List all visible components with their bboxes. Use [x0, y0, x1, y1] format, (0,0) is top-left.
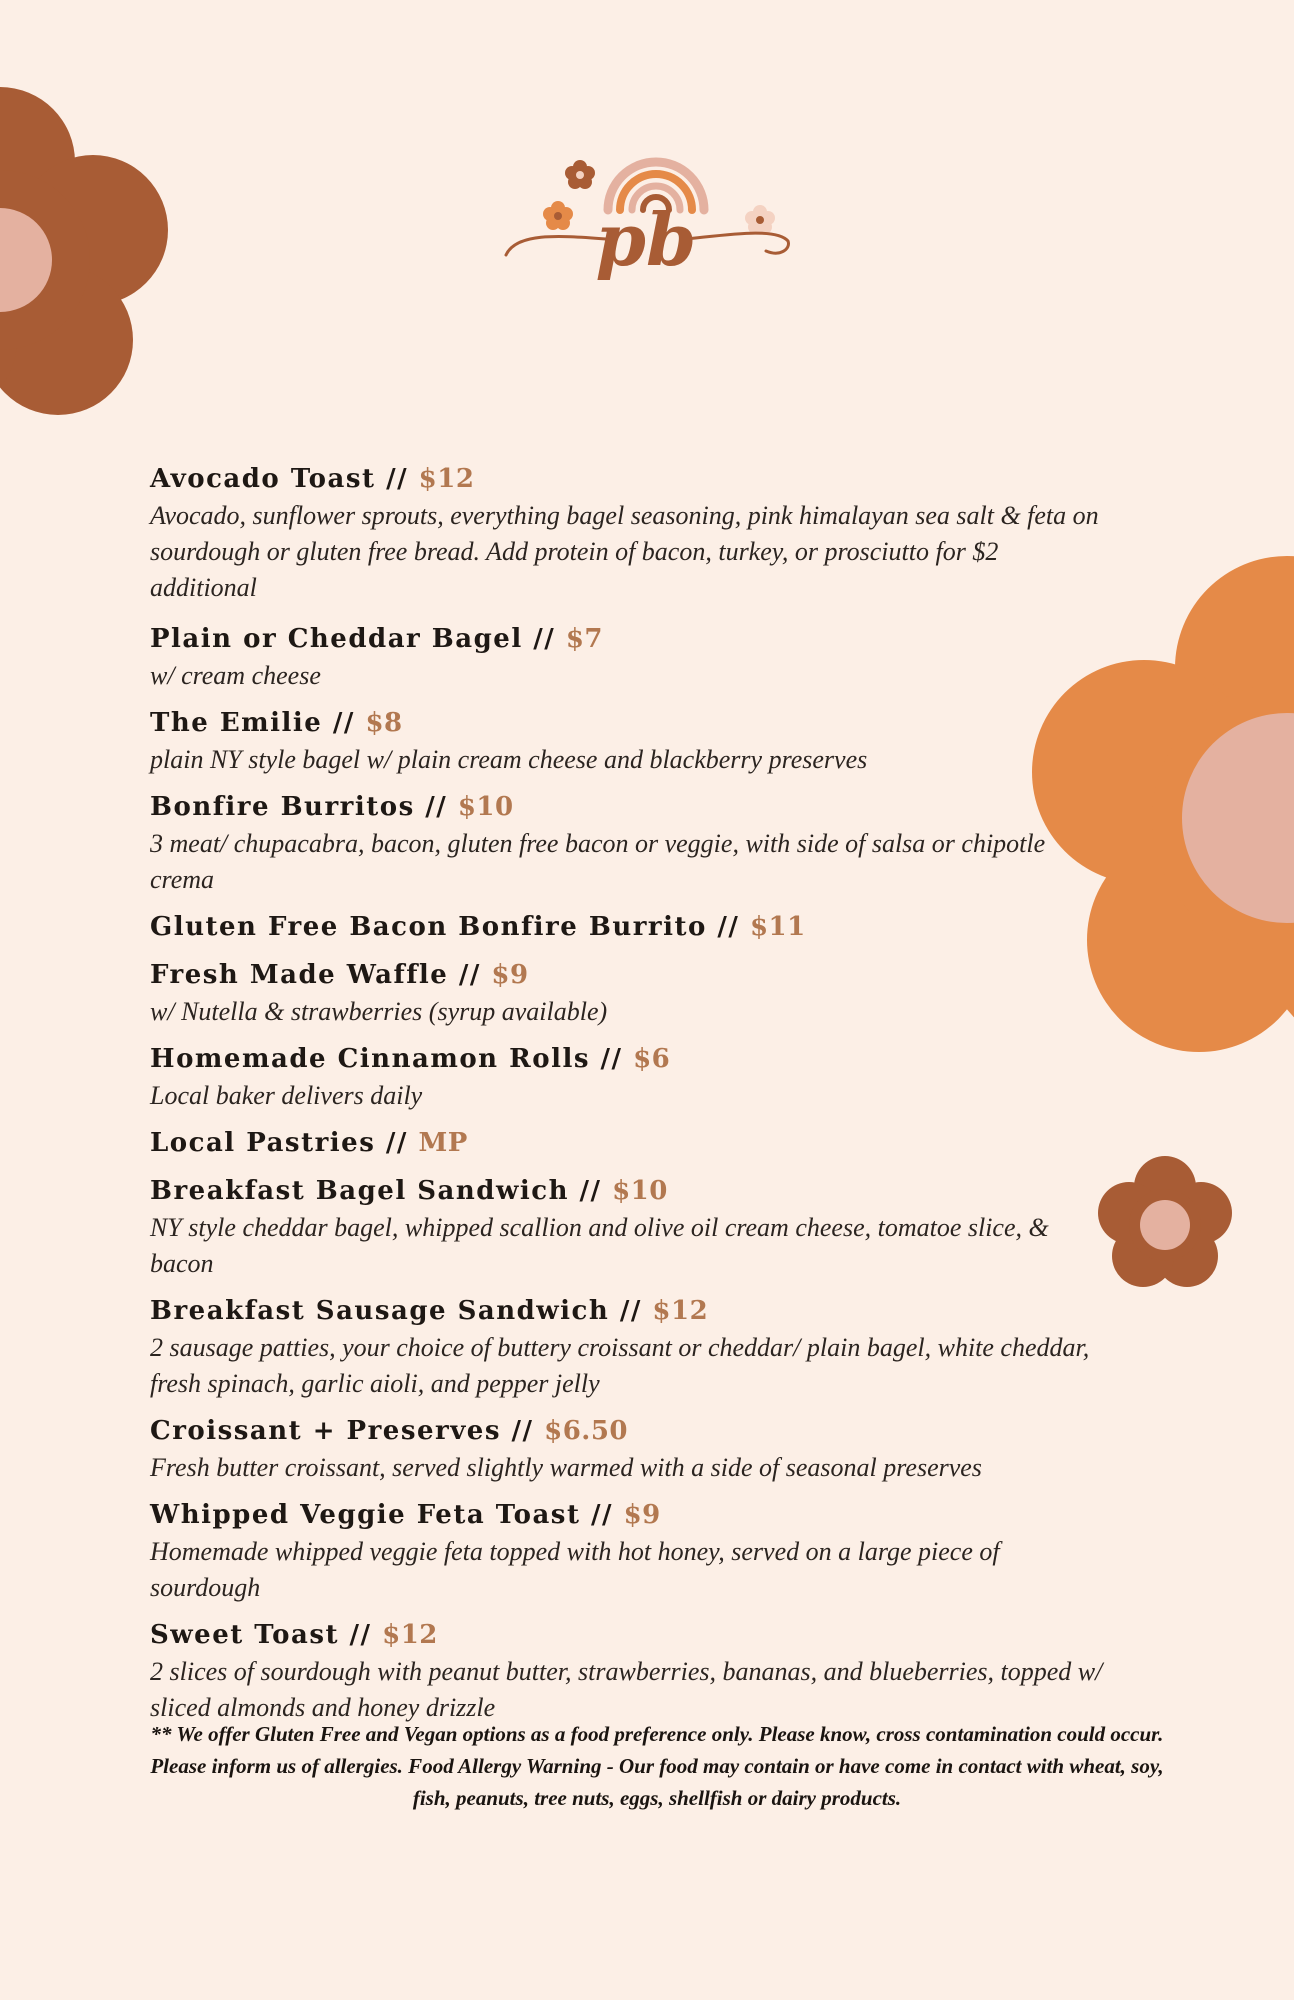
- menu-item-description: 3 meat/ chupacabra, bacon, gluten free bacon or veggie, with side of salsa or chipotle crema: [150, 829, 1046, 894]
- menu-item-description: Fresh butter croissant, served slightly warmed with a side of seasonal preserves: [150, 1453, 982, 1482]
- small-flower-icon: [543, 201, 573, 230]
- menu-item-price: MP: [418, 1128, 468, 1158]
- small-flower-icon: [565, 160, 595, 189]
- menu-list: [150, 460, 1110, 1726]
- logo-text: pb: [595, 197, 697, 282]
- menu-item-description: Local baker delivers daily: [150, 1081, 423, 1110]
- menu-item: [150, 1616, 1110, 1726]
- menu-item-price: $12: [418, 464, 475, 494]
- menu-item-title: [150, 1124, 1110, 1162]
- menu-item: [150, 1412, 1110, 1486]
- menu-item-price: $6: [633, 1044, 671, 1074]
- menu-item-description: w/ Nutella & strawberries (syrup available): [150, 997, 608, 1026]
- pb-logo: [496, 115, 796, 315]
- menu-item-description: Avocado, sunflower sprouts, everything bagel seasoning, pink himalayan sea salt & feta on sourdough or gluten free bread. Add protein of bacon, turkey, or prosciutto for $2 additional: [150, 501, 1099, 602]
- menu-item: [150, 620, 1110, 694]
- menu-item-description: 2 sausage patties, your choice of buttery croissant or cheddar/ plain bagel, white cheddar, fresh spinach, garlic aioli, and pepper jelly: [150, 1333, 1090, 1398]
- menu-item: [150, 1172, 1110, 1282]
- menu-item-description: 2 slices of sourdough with peanut butter, strawberries, bananas, and blueberries, topped w/ sliced almonds and honey drizzle: [150, 1657, 1103, 1722]
- menu-item-name: Breakfast Sausage Sandwich //: [150, 1296, 642, 1326]
- menu-item-title: [150, 1040, 1110, 1078]
- menu-item-title: [150, 1412, 1110, 1450]
- menu-item-price: $9: [491, 960, 529, 990]
- menu-item-name: Whipped Veggie Feta Toast //: [150, 1500, 614, 1530]
- flower-decoration-left: [0, 72, 180, 432]
- menu-item-title: [150, 1172, 1110, 1210]
- menu-item-description: plain NY style bagel w/ plain cream cheese and blackberry preserves: [150, 745, 868, 774]
- menu-item-title: [150, 956, 1110, 994]
- menu-item: [150, 704, 1110, 778]
- menu-item: [150, 460, 1110, 606]
- menu-item-title: [150, 704, 1110, 742]
- menu-item-name: Sweet Toast //: [150, 1620, 372, 1650]
- menu-item-price: $10: [612, 1176, 668, 1206]
- menu-item-title: [150, 620, 1110, 658]
- menu-item-description: NY style cheddar bagel, whipped scallion and olive oil cream cheese, tomatoe slice, & bacon: [150, 1213, 1049, 1278]
- menu-item-name: Avocado Toast //: [150, 464, 409, 494]
- menu-item-price: $7: [565, 624, 604, 654]
- menu-item-name: Plain or Cheddar Bagel //: [150, 624, 556, 654]
- menu-item-price: $12: [652, 1296, 709, 1326]
- menu-item-description: w/ cream cheese: [150, 661, 321, 690]
- menu-item: [150, 1292, 1110, 1402]
- menu-item-price: $6.50: [544, 1416, 629, 1446]
- menu-item: [150, 788, 1110, 898]
- menu-item-price: $10: [457, 792, 514, 822]
- menu-item-title: [150, 460, 1110, 498]
- menu-item-title: [150, 1496, 1110, 1534]
- menu-item-price: $9: [623, 1500, 661, 1530]
- menu-item-name: Bonfire Burritos //: [150, 792, 448, 822]
- menu-item-title: [150, 908, 1110, 946]
- menu-item-name: Homemade Cinnamon Rolls //: [150, 1044, 623, 1074]
- menu-item: [150, 1496, 1110, 1606]
- menu-item-title: [150, 1616, 1110, 1654]
- menu-item-price: $11: [749, 912, 806, 942]
- menu-item-name: Breakfast Bagel Sandwich //: [150, 1176, 602, 1206]
- menu-item-name: Local Pastries //: [150, 1128, 408, 1158]
- menu-item-description: Homemade whipped veggie feta topped with hot honey, served on a large piece of sourdough: [150, 1537, 1000, 1602]
- flower-decoration-small: [1088, 1150, 1243, 1295]
- allergy-notice: ** We offer Gluten Free and Vegan options as a food preference only. Please know, cross contamination could occur. Please inform us of allergies. Food Allergy Warning - Our food may contain or have come in contact with wheat, soy, fish, peanuts, tree nuts, eggs, shellfish or dairy products.: [150, 1722, 1164, 1810]
- menu-item-name: The Emilie //: [150, 708, 355, 738]
- menu-item-price: $12: [382, 1620, 438, 1650]
- menu-item-price: $8: [365, 708, 403, 738]
- menu-item: [150, 1040, 1110, 1114]
- menu-item: [150, 908, 1110, 946]
- menu-item: [150, 1124, 1110, 1162]
- menu-item-title: [150, 1292, 1110, 1330]
- menu-item: [150, 956, 1110, 1030]
- small-flower-icon: [745, 205, 775, 234]
- menu-item-name: Gluten Free Bacon Bonfire Burrito //: [150, 912, 740, 942]
- menu-item-name: Croissant + Preserves //: [150, 1416, 534, 1446]
- menu-item-title: [150, 788, 1110, 826]
- menu-item-name: Fresh Made Waffle //: [150, 960, 481, 990]
